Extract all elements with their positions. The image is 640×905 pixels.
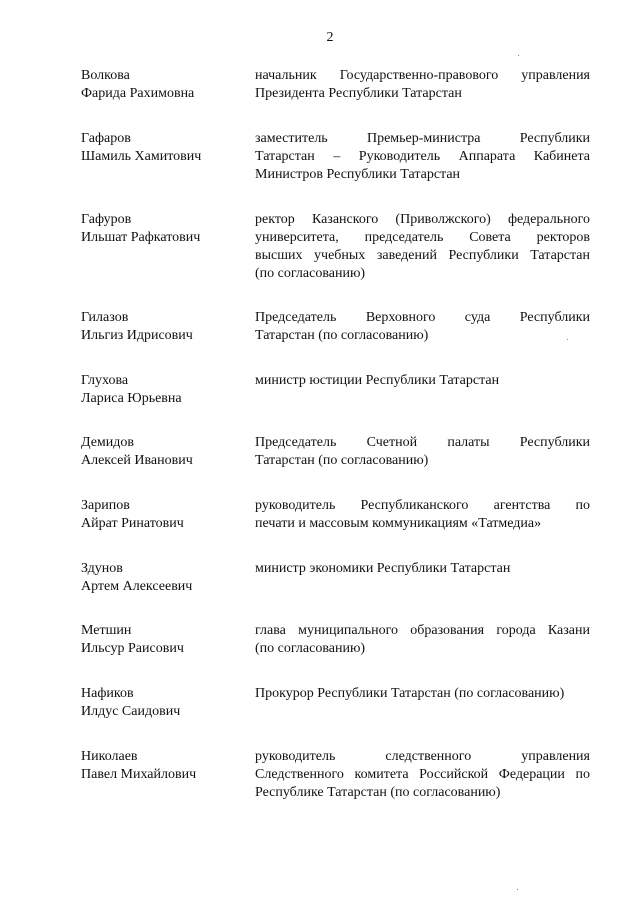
given-name: Ильгиз Идрисович: [81, 328, 193, 343]
position-line: министр экономики Республики Татарстан: [255, 561, 511, 576]
given-name: Фарида Рахимовна: [81, 86, 195, 101]
given-name: Илдус Саидович: [81, 704, 181, 719]
position-line: глава муниципального образования города Казани: [255, 623, 590, 638]
position-line: печати и массовым коммуникациям «Татмедиа»: [255, 516, 542, 531]
surname: Здунов: [81, 561, 123, 576]
page-number: 2: [326, 30, 334, 45]
scan-speck: [567, 339, 568, 340]
person-name: [81, 130, 241, 166]
person-name: [81, 211, 241, 247]
position-line: Министров Республики Татарстан: [255, 167, 461, 182]
given-name: Лариса Юрьевна: [81, 391, 182, 406]
position-title: [255, 211, 590, 283]
position-title: [255, 622, 590, 658]
position-line: высших учебных заведений Республики Татарстан: [255, 248, 590, 263]
surname: Нафиков: [81, 686, 134, 701]
surname: Гилазов: [81, 310, 129, 325]
person-name: [81, 685, 241, 721]
position-line: руководитель Республиканского агентства по: [255, 498, 590, 513]
given-name: Шамиль Хамитович: [81, 149, 202, 164]
position-title: [255, 434, 590, 470]
position-line: Республике Татарстан (по согласованию): [255, 785, 501, 800]
position-line: заместитель Премьер-министра Республики: [255, 131, 590, 146]
person-name: [81, 372, 241, 408]
position-line: начальник Государственно-правового управления: [255, 68, 590, 83]
person-name: [81, 309, 241, 345]
position-title: [255, 130, 590, 184]
position-line: Председатель Счетной палаты Республики: [255, 435, 590, 450]
surname: Гафаров: [81, 131, 131, 146]
person-name: [81, 67, 241, 103]
scan-speck: [518, 55, 519, 56]
position-title: [255, 67, 590, 103]
surname: Зарипов: [81, 498, 130, 513]
surname: Волкова: [81, 68, 130, 83]
surname: Демидов: [81, 435, 135, 450]
surname: Николаев: [81, 749, 138, 764]
position-title: [255, 560, 590, 578]
given-name: Павел Михайлович: [81, 767, 197, 782]
position-line: Татарстан (по согласованию): [255, 453, 429, 468]
position-line: Прокурор Республики Татарстан (по согласованию): [255, 686, 565, 701]
given-name: Алексей Иванович: [81, 453, 193, 468]
surname: Метшин: [81, 623, 132, 638]
position-title: [255, 309, 590, 345]
position-line: ректор Казанского (Приволжского) федерального: [255, 212, 590, 227]
person-name: [81, 560, 241, 596]
position-line: руководитель следственного управления: [255, 749, 590, 764]
person-name: [81, 434, 241, 470]
position-line: Президента Республики Татарстан: [255, 86, 462, 101]
person-name: [81, 748, 241, 784]
position-title: [255, 685, 590, 703]
position-title: [255, 497, 590, 533]
position-title: [255, 372, 590, 390]
scan-speck: [517, 889, 518, 890]
position-line: (по согласованию): [255, 641, 366, 656]
position-line: Татарстан (по согласованию): [255, 328, 429, 343]
position-title: [255, 748, 590, 802]
position-line: министр юстиции Республики Татарстан: [255, 373, 500, 388]
person-name: [81, 622, 241, 658]
person-name: [81, 497, 241, 533]
position-line: Председатель Верховного суда Республики: [255, 310, 590, 325]
given-name: Артем Алексеевич: [81, 579, 193, 594]
position-line: (по согласованию): [255, 266, 366, 281]
position-line: Татарстан – Руководитель Аппарата Кабинета: [255, 149, 590, 164]
position-line: университета, председатель Совета ректоров: [255, 230, 590, 245]
given-name: Айрат Ринатович: [81, 516, 184, 531]
surname: Гафуров: [81, 212, 132, 227]
given-name: Ильшат Рафкатович: [81, 230, 201, 245]
position-line: Следственного комитета Российской Федерации по: [255, 767, 590, 782]
surname: Глухова: [81, 373, 129, 388]
given-name: Ильсур Раисович: [81, 641, 184, 656]
